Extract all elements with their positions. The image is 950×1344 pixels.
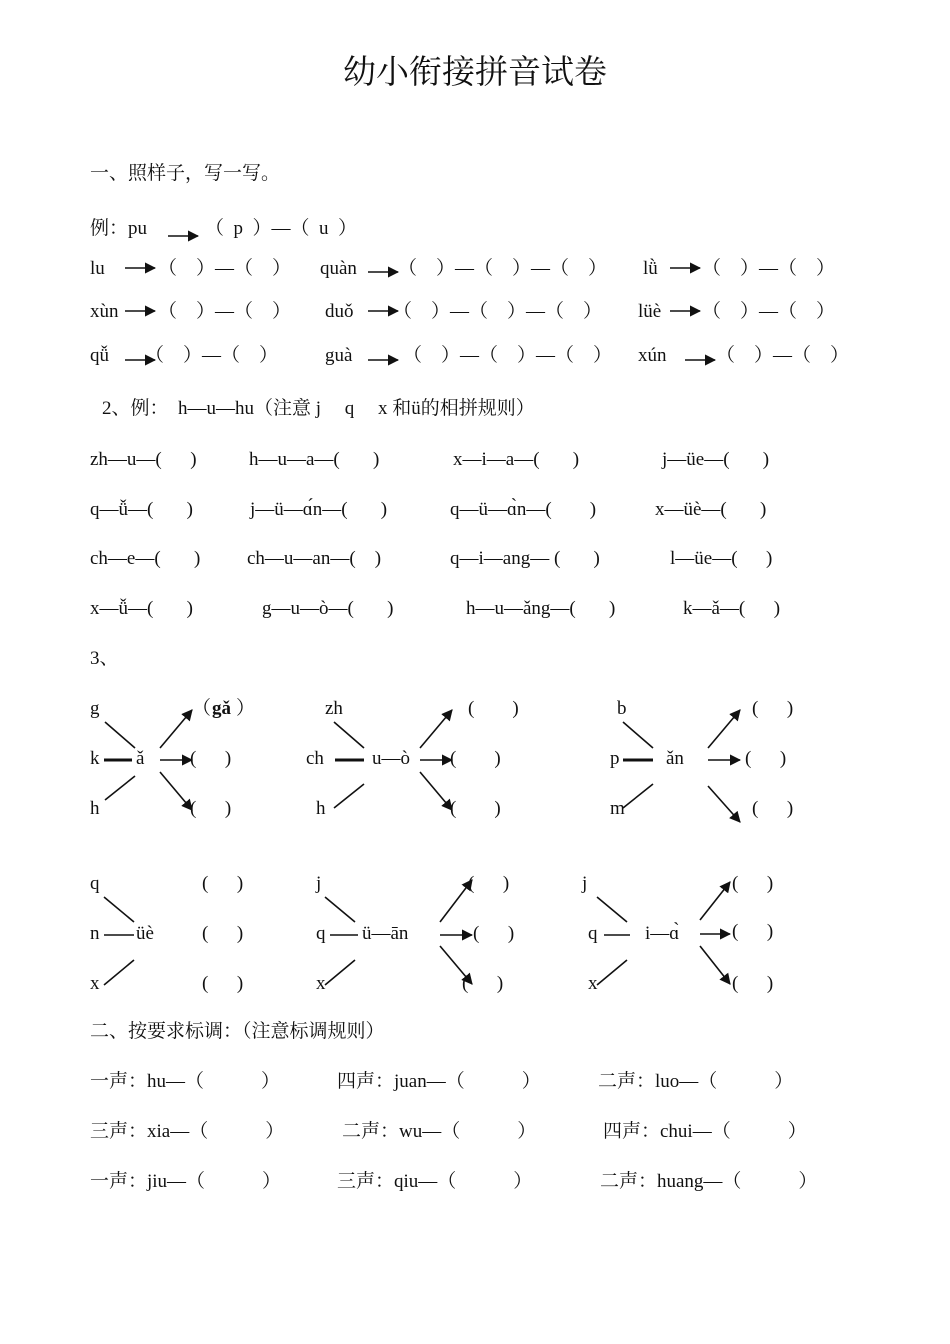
example-answer: gǎ — [212, 698, 231, 719]
vowel: ü—ān — [362, 923, 409, 944]
section1-heading: 一、照样子，写一写。 — [90, 163, 281, 184]
answer-close-paren: ） — [236, 698, 256, 719]
exercise-item[interactable]: ch—e—( ) — [90, 548, 201, 569]
answer-blank[interactable]: ( ) — [202, 873, 244, 894]
exercise-item[interactable]: h—u—a—( ) — [249, 449, 380, 470]
answer-blank[interactable]: ( ) — [745, 748, 787, 769]
consonant: b — [617, 698, 627, 719]
vowel: üè — [136, 923, 154, 944]
vowel: i—ɑ̀ — [645, 923, 680, 944]
arrow-icon — [160, 772, 192, 810]
arrow-icon — [700, 946, 730, 984]
syllable: xùn — [90, 301, 119, 322]
arrow-icon — [700, 882, 730, 920]
answer-blank[interactable]: ( ) — [202, 973, 244, 994]
answer-blank[interactable]: ( ) — [752, 798, 794, 819]
consonant: q — [316, 923, 326, 944]
consonant: x — [90, 973, 100, 994]
answer-blank[interactable]: ( ) — [468, 873, 510, 894]
consonant: x — [588, 973, 598, 994]
exercise-item[interactable]: x—ǚ—( ) — [90, 598, 193, 619]
consonant: p — [610, 748, 620, 769]
consonant: zh — [325, 698, 343, 719]
exercise-item[interactable]: x—i—a—( ) — [453, 449, 580, 470]
example-answer: （ p ）—（ u ） — [205, 218, 358, 239]
exercise-item[interactable]: zh—u—( ) — [90, 449, 197, 470]
arrow-icon — [160, 710, 192, 748]
answer-blank[interactable]: ( ) — [202, 923, 244, 944]
consonant: h — [90, 798, 100, 819]
exercise-item[interactable]: x—üè—( ) — [655, 499, 767, 520]
syllable: lǜ — [643, 258, 658, 279]
section3-heading: 3、 — [90, 648, 119, 669]
vowel: ǎn — [666, 748, 684, 769]
exercise-item[interactable]: q—i—ang— ( ) — [450, 548, 600, 569]
syllable: xún — [638, 345, 667, 366]
answer-blank[interactable]: ( ) — [450, 748, 501, 769]
tone-item[interactable]: 二声：huang—（ ） — [600, 1171, 818, 1192]
syllable: lüè — [638, 301, 662, 322]
answer-blanks[interactable]: （ ）—（ ）—（ ） — [398, 258, 608, 279]
exercise-item[interactable]: k—ǎ—( ) — [683, 598, 781, 619]
answer-blanks[interactable]: （ ）—（ ） — [158, 258, 292, 279]
answer-blank[interactable]: ( ) — [752, 698, 794, 719]
tone-item[interactable]: 一声：jiu—（ ） — [90, 1171, 282, 1192]
section4-heading: 二、按要求标调：（注意标调规则） — [90, 1021, 385, 1042]
section2-heading: 2、例： h—u—hu（注意 j q x 和ü的相拼规则） — [102, 398, 535, 419]
consonant: h — [316, 798, 326, 819]
exercise-item[interactable]: ch—u—an—( ) — [247, 548, 382, 569]
example-label: 例：pu — [90, 218, 148, 239]
consonant: ch — [306, 748, 324, 769]
consonant: x — [316, 973, 326, 994]
arrow-icon — [708, 710, 740, 748]
answer-blanks[interactable]: （ ）—（ ） — [145, 345, 279, 366]
answer-blanks[interactable]: （ ）—（ ）—（ ） — [403, 345, 613, 366]
consonant: g — [90, 698, 100, 719]
consonant: j — [316, 873, 322, 894]
tone-item[interactable]: 四声：juan—（ ） — [337, 1071, 541, 1092]
tone-item[interactable]: 四声：chui—（ ） — [603, 1121, 807, 1142]
answer-open-paren: （ — [192, 698, 212, 719]
syllable: qǚ — [90, 345, 109, 366]
exercise-item[interactable]: q—ǚ—( ) — [90, 499, 193, 520]
exercise-item[interactable]: h—u—ǎng—( ) — [466, 598, 616, 619]
answer-blanks[interactable]: （ ）—（ ） — [702, 301, 836, 322]
exercise-item[interactable]: l—üe—( ) — [670, 548, 773, 569]
vowel: u—ò — [372, 748, 410, 769]
consonant: q — [588, 923, 598, 944]
arrow-icon — [708, 786, 740, 822]
tone-item[interactable]: 二声：wu—（ ） — [342, 1121, 537, 1142]
tone-item[interactable]: 一声：hu—（ ） — [90, 1071, 281, 1092]
tone-item[interactable]: 三声：xia—（ ） — [90, 1121, 285, 1142]
tone-item[interactable]: 三声：qiu—（ ） — [337, 1171, 533, 1192]
answer-blank[interactable]: ( ) — [732, 973, 774, 994]
answer-blank[interactable]: ( ) — [732, 873, 774, 894]
answer-blanks[interactable]: （ ）—（ ） — [716, 345, 850, 366]
answer-blanks[interactable]: （ ）—（ ）—（ ） — [393, 301, 603, 322]
arrow-icon — [420, 772, 452, 810]
syllable: duǒ — [325, 301, 354, 322]
arrow-icon — [420, 710, 452, 748]
answer-blank[interactable]: ( ) — [732, 921, 774, 942]
syllable: lu — [90, 258, 105, 279]
exercise-item[interactable]: j—üe—( ) — [662, 449, 770, 470]
answer-blank[interactable]: ( ) — [473, 923, 515, 944]
answer-blank[interactable]: ( ) — [450, 798, 501, 819]
syllable: guà — [325, 345, 353, 366]
consonant: k — [90, 748, 100, 769]
consonant: n — [90, 923, 100, 944]
consonant: m — [610, 798, 625, 819]
answer-blank[interactable]: ( ) — [190, 798, 232, 819]
answer-blanks[interactable]: （ ）—（ ） — [702, 258, 836, 279]
tone-item[interactable]: 二声：luo—（ ） — [598, 1071, 794, 1092]
answer-blank[interactable]: ( ) — [468, 698, 519, 719]
syllable: quàn — [320, 258, 357, 279]
exercise-item[interactable]: q—ü—ɑ̀n—( ) — [450, 499, 597, 520]
vowel: ǎ — [136, 748, 145, 769]
exercise-item[interactable]: g—u—ò—( ) — [262, 598, 394, 619]
answer-blank[interactable]: ( ) — [462, 973, 504, 994]
consonant: q — [90, 873, 100, 894]
answer-blanks[interactable]: （ ）—（ ） — [158, 301, 292, 322]
page-title: 幼小衔接拼音试卷 — [343, 52, 607, 91]
consonant: j — [582, 873, 588, 894]
exercise-item[interactable]: j—ü—ɑ́n—( ) — [250, 499, 388, 520]
answer-blank[interactable]: ( ) — [190, 748, 232, 769]
